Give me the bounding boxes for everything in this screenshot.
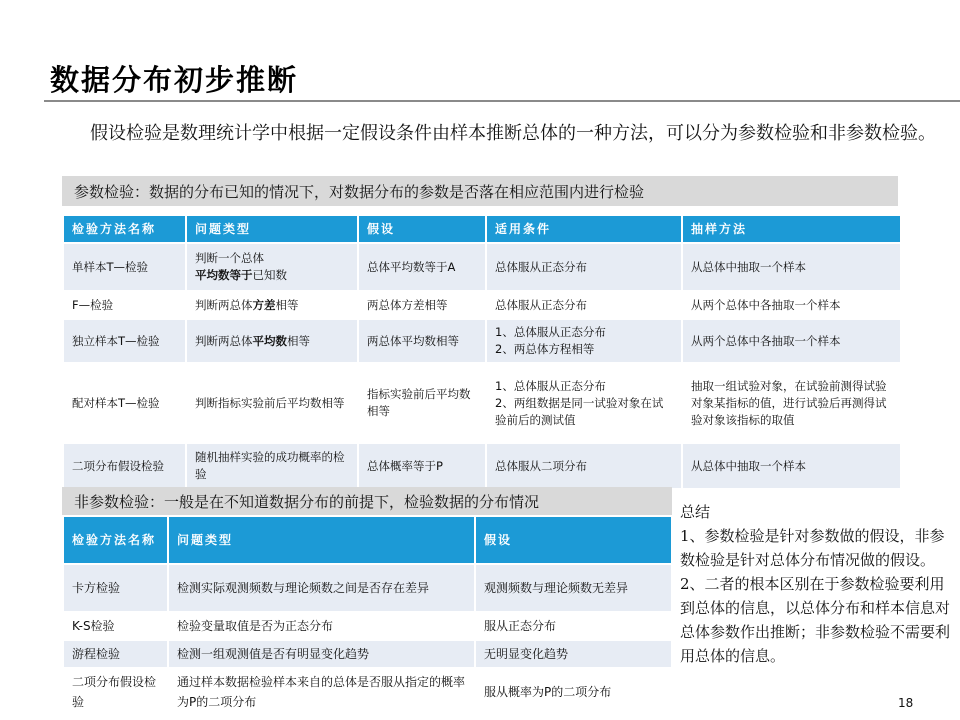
summary-box — [680, 500, 950, 668]
table-row — [63, 243, 901, 291]
hypothesis-cell: 无明显变化趋势 — [475, 640, 672, 668]
problem-cell: 判断两总体方差相等 — [186, 291, 358, 319]
condition-cell: 1、总体服从正态分布 2、两组数据是同一试验对象在试验前后的测试值 — [486, 363, 682, 443]
sampling-cell: 从两个总体中各抽取一个样本 — [682, 291, 901, 319]
method-cell: 单样本T—检验 — [63, 243, 186, 291]
column-header: 假设 — [358, 215, 486, 243]
condition-cell: 总体服从正态分布 — [486, 243, 682, 291]
hypothesis-cell: 指标实验前后平均数相等 — [358, 363, 486, 443]
sampling-cell: 从总体中抽取一个样本 — [682, 443, 901, 489]
column-header: 问题类型 — [168, 516, 475, 564]
method-cell: 二项分布假设检验 — [63, 668, 168, 716]
problem-cell: 检测一组观测值是否有明显变化趋势 — [168, 640, 475, 668]
sampling-cell: 抽取一组试验对象，在试验前测得试验对象某指标的值，进行试验后再测得试验对象该指标的取值 — [682, 363, 901, 443]
method-cell: 二项分布假设检验 — [63, 443, 186, 489]
table-row — [63, 319, 901, 363]
nonparametric-test-table — [62, 515, 673, 717]
hypothesis-cell: 总体平均数等于A — [358, 243, 486, 291]
table-row — [63, 291, 901, 319]
column-header: 检验方法名称 — [63, 215, 186, 243]
table-row — [63, 640, 672, 668]
condition-cell: 总体服从二项分布 — [486, 443, 682, 489]
parametric-test-band: 参数检验：数据的分布已知的情况下，对数据分布的参数是否落在相应范围内进行检验 — [62, 176, 898, 206]
problem-cell: 随机抽样实验的成功概率的检验 — [186, 443, 358, 489]
problem-cell: 通过样本数据检验样本来自的总体是否服从指定的概率为P的二项分布 — [168, 668, 475, 716]
condition-cell: 1、总体服从正态分布 2、两总体方程相等 — [486, 319, 682, 363]
column-header: 假设 — [475, 516, 672, 564]
condition-cell: 总体服从正态分布 — [486, 291, 682, 319]
sampling-cell: 从两个总体中各抽取一个样本 — [682, 319, 901, 363]
nonparametric-test-band: 非参数检验：一般是在不知道数据分布的前提下，检验数据的分布情况 — [62, 487, 672, 515]
intro-paragraph: 假设检验是数理统计学中根据一定假设条件由样本推断总体的一种方法，可以分为参数检验和非参数检验。 — [90, 123, 936, 144]
table-row — [63, 363, 901, 443]
table-row — [63, 668, 672, 716]
hypothesis-cell: 总体概率等于P — [358, 443, 486, 489]
column-header: 问题类型 — [186, 215, 358, 243]
summary-heading: 总结 — [680, 503, 711, 521]
table-row — [63, 443, 901, 489]
sampling-cell: 从总体中抽取一个样本 — [682, 243, 901, 291]
summary-point: 2、二者的根本区别在于参数检验要利用到总体的信息，以总体分布和样本信息对总体参数作出推断；非参数检验不需要利用总体的信息。 — [680, 575, 951, 665]
problem-cell: 检测实际观测频数与理论频数之间是否存在差异 — [168, 564, 475, 612]
column-header: 检验方法名称 — [63, 516, 168, 564]
hypothesis-cell: 两总体平均数相等 — [358, 319, 486, 363]
method-cell: 卡方检验 — [63, 564, 168, 612]
method-cell: 游程检验 — [63, 640, 168, 668]
method-cell: 独立样本T—检验 — [63, 319, 186, 363]
summary-point: 1、参数检验是针对参数做的假设，非参数检验是针对总体分布情况做的假设。 — [680, 527, 945, 569]
hypothesis-cell: 两总体方差相等 — [358, 291, 486, 319]
table-header-row — [63, 215, 901, 243]
column-header: 适用条件 — [486, 215, 682, 243]
problem-cell: 判断指标实验前后平均数相等 — [186, 363, 358, 443]
hypothesis-cell: 观测频数与理论频数无差异 — [475, 564, 672, 612]
table-row — [63, 564, 672, 612]
method-cell: 配对样本T—检验 — [63, 363, 186, 443]
parametric-test-table — [62, 214, 902, 490]
page-number: 18 — [898, 696, 914, 710]
method-cell: K-S检验 — [63, 612, 168, 640]
problem-cell: 判断两总体平均数相等 — [186, 319, 358, 363]
problem-cell: 检验变量取值是否为正态分布 — [168, 612, 475, 640]
method-cell: F—检验 — [63, 291, 186, 319]
title-divider — [44, 100, 960, 102]
hypothesis-cell: 服从正态分布 — [475, 612, 672, 640]
problem-cell: 判断一个总体 平均数等于已知数 — [186, 243, 358, 291]
page-title: 数据分布初步推断 — [50, 63, 299, 97]
table-row — [63, 612, 672, 640]
column-header: 抽样方法 — [682, 215, 901, 243]
table-header-row — [63, 516, 672, 564]
hypothesis-cell: 服从概率为P的二项分布 — [475, 668, 672, 716]
